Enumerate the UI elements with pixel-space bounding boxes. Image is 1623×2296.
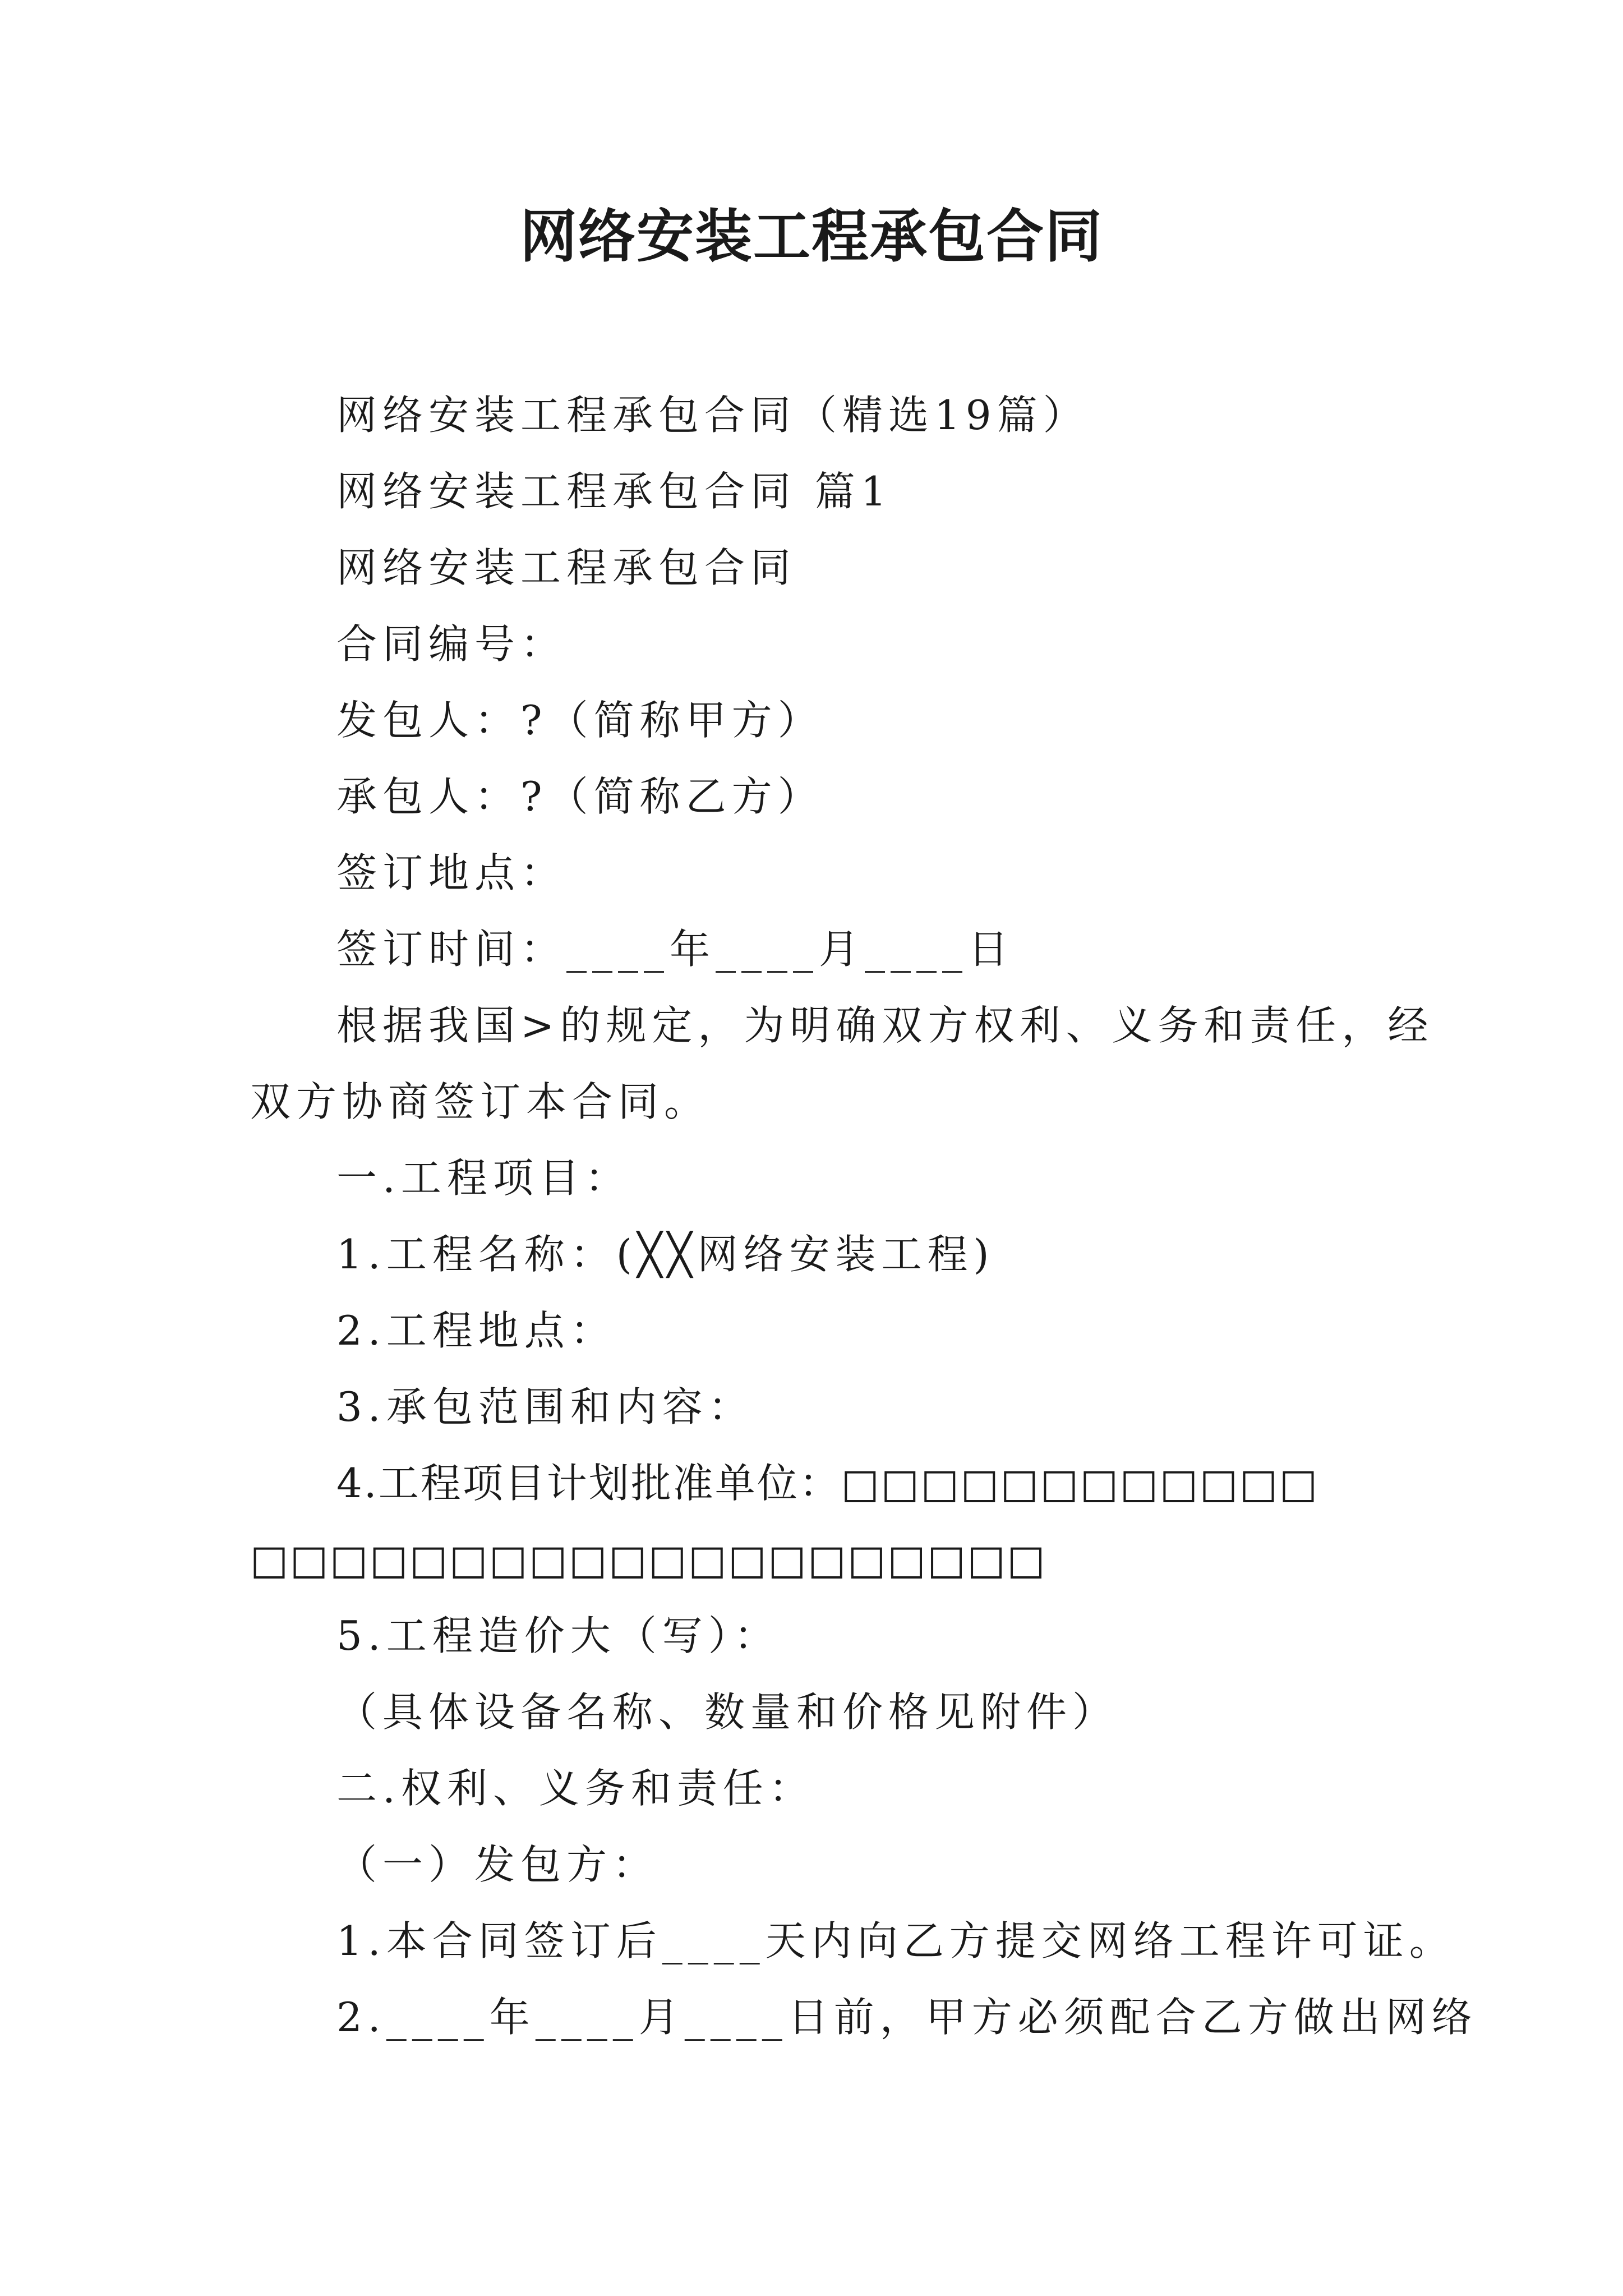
- document-title: 网络安装工程承包合同: [520, 203, 1103, 270]
- document-page: 网络安装工程承包合同 网络安装工程承包合同（精选19篇） 网络安装工程承包合同 篇1 网络安装工程承包合同 合同编号： 发包人：?（简称甲方） 承包人：?（简称乙方） 签订地点： 签订时间：____年____月____日 根据我国>的规定，为明确双方权利、义务和责任，经 双方协商签订本合同。 一.工程项目： 1.工程名称：(╳╳网络安装工程) 2.工程地点： 3.承包范围和内容： 4.工程项目计划批准单位：□□□□□□□□□□□□ □□□□□□□□□□□□□□□□□□□□ 5.工程造价大（写）： （具体设备名称、数量和价格见附件） 二.权利、义务和责任： （一）发包方： 1.本合同签订后____天内向乙方提交网络工程许可证。 2.____年____月____日前，甲方必须配合乙方做出网络: [0, 0, 1623, 2296]
